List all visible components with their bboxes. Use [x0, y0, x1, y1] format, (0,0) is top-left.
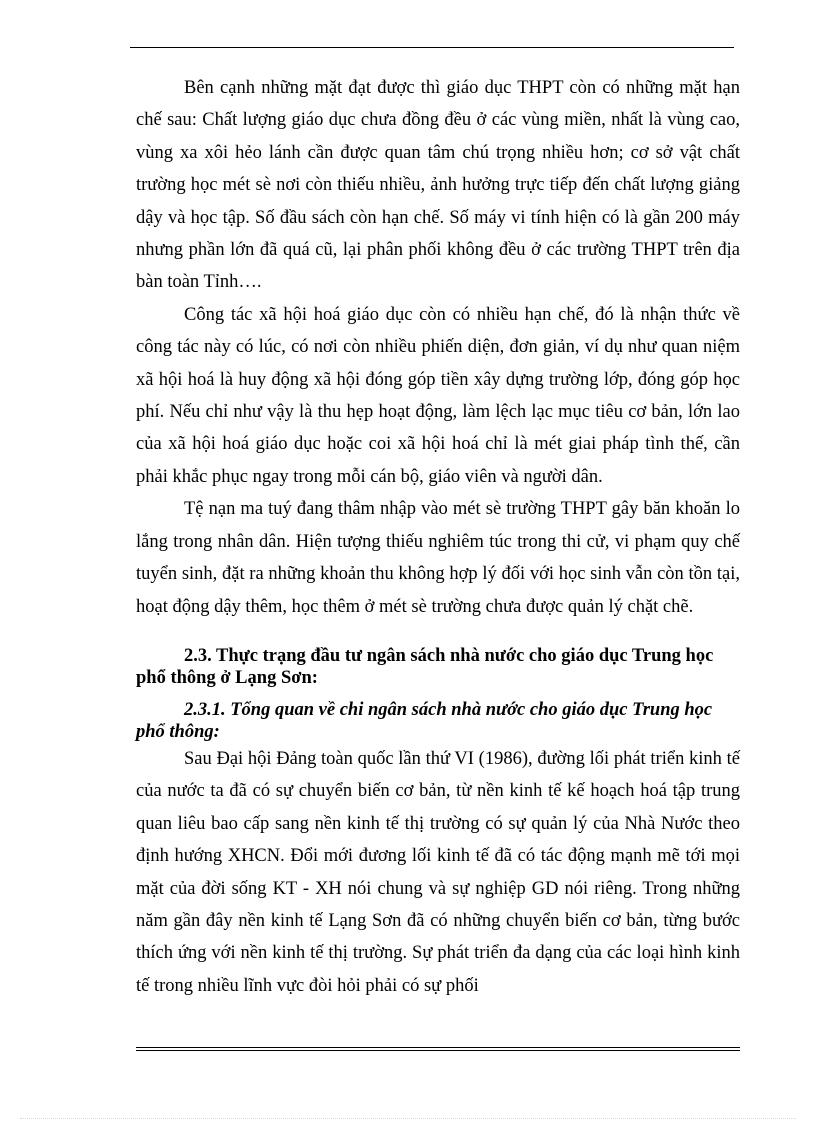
section-heading: 2.3. Thực trạng đầu tư ngân sách nhà nước cho giáo dục Trung học phổ thông ở Lạng Sơn:: [136, 645, 714, 688]
paragraph: Sau Đại hội Đảng toàn quốc lần thứ VI (1986), đường lối phát triển kinh tế của nước ta đã có sự chuyển biến cơ bản, từ nền kinh tế kế hoạch hoá tập trung quan liêu bao cấp sang nền kinh tế thị trường có sự quản lý của Nhà Nước theo định hướng XHCN. Đổi mới đương lối kinh tế đã có tác động mạnh mẽ tới mọi mặt của đời sống KT - XH nói chung và sự nghiệp GD nói riêng. Trong những năm gần đây nền kinh tế Lạng Sơn đã có những chuyển biến cơ bản, từng bước thích ứng với nền kinh tế thị trường. Sự phát triển đa dạng của các loại hình kinh tế trong nhiều lĩnh vực đòi hỏi phải có sự phối: [136, 748, 740, 996]
subsection-heading: 2.3.1. Tổng quan về chi ngân sách nhà nước cho giáo dục Trung học phổ thông:: [136, 699, 713, 742]
footer-rule: [136, 1047, 740, 1051]
paragraph: Bên cạnh những mặt đạt được thì giáo dục THPT còn có những mặt hạn chế sau: Chất lượng giáo dục chưa đồng đều ở các vùng miền, nhất là vùng cao, vùng xa xôi hẻo lánh cần được quan tâm chú trọng nhiều hơn; cơ sở vật chất trường học mét sè nơi còn thiếu nhiều, ảnh hưởng trực tiếp đến chất lượng giảng dậy và học tập. Số đầu sách còn hạn chế. Số máy vi tính hiện có là gần 200 máy nhưng phần lớn đã quá cũ, lại phân phối không đều ở các trường THPT trên địa bàn toàn Tỉnh….: [136, 78, 740, 293]
header-rule: [130, 47, 734, 48]
paragraph: Công tác xã hội hoá giáo dục còn có nhiều hạn chế, đó là nhận thức về công tác này có lúc, có nơi còn nhiều phiến diện, đơn giản, ví dụ như quan niệm xã hội hoá là huy động xã hội đóng góp tiền xây dựng trường lớp, đóng góp học phí. Nếu chỉ như vậy là thu hẹp hoạt động, làm lệch lạc mục tiêu cơ bản, lớn lao của xã hội hoá giáo dục hoặc coi xã hội hoá chỉ là mét giai pháp tình thế, cần phải khắc phục ngay trong mỗi cán bộ, giáo viên và người dân.: [136, 304, 740, 487]
paragraph: Tệ nạn ma tuý đang thâm nhập vào mét sè trường THPT gây băn khoăn lo lắng trong nhân dân. Hiện tượng thiếu nghiêm túc trong thi cử, vi phạm quy chế tuyển sinh, đặt ra những khoản thu không hợp lý đối với học sinh vẫn còn tồn tại, hoạt động dậy thêm, học thêm ở mét sè trường chưa được quản lý chặt chẽ.: [136, 499, 740, 617]
page-body: [136, 72, 740, 1002]
page-edge: [20, 1118, 796, 1119]
